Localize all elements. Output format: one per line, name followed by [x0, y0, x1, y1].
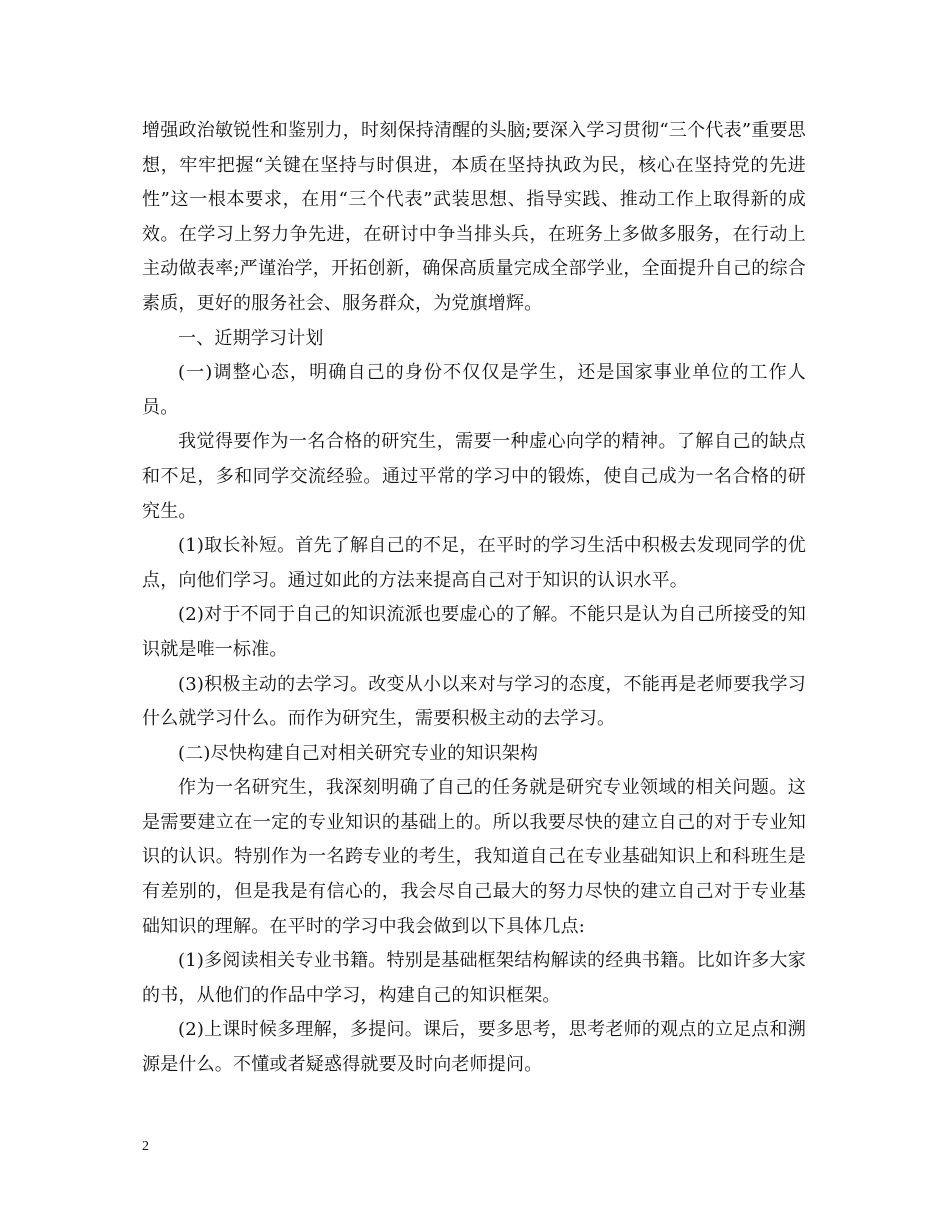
- list-item-ask-questions: (2)上课时候多理解，多提问。课后，要多思考，思考老师的观点的立足点和溯源是什么。不懂或者疑惑得就要及时向老师提问。: [142, 1019, 806, 1076]
- page-number: 2: [142, 1139, 149, 1154]
- subheading-knowledge-framework: (二)尽快构建自己对相关研究专业的知识架构: [178, 742, 539, 764]
- list-item-active-learning: (3)积极主动的去学习。改变从小以来对与学习的态度，不能再是老师要我学习什么就学习什么。而作为研究生，需要积极主动的去学习。: [142, 673, 806, 730]
- paragraph-qualified-graduate: 我觉得要作为一名合格的研究生，需要一种虚心向学的精神。了解自己的缺点和不足，多和同学交流经验。通过平常的学习中的锻炼，使自己成为一名合格的研究生。: [142, 431, 806, 522]
- paragraph-continued: 增强政治敏锐性和鉴别力，时刻保持清醒的头脑;要深入学习贯彻“三个代表”重要思想，牢牢把握“关键在坚持与时俱进，本质在坚持执政为民，核心在坚持党的先进性”这一根本要求，在用“三个代表”武装思想、指导实践、推动工作上取得新的成效。在学习上努力争先进，在研讨中争当排头兵，在班务上多做多服务，在行动上主动做表率;严谨治学，开拓创新，确保高质量完成全部学业，全面提升自己的综合素质，更好的服务社会、服务群众，为党旗增辉。: [142, 120, 806, 314]
- list-item-other-schools: (2)对于不同于自己的知识流派也要虚心的了解。不能只是认为自己所接受的知识就是唯一标准。: [142, 604, 806, 660]
- list-item-read-books: (1)多阅读相关专业书籍。特别是基础框架结构解读的经典书籍。比如许多大家的书，从他们的作品中学习，构建自己的知识框架。: [142, 950, 806, 1006]
- section-heading-near-term-plan: 一、近期学习计划: [178, 327, 324, 349]
- subheading-adjust-mindset: (一)调整心态，明确自己的身份不仅仅是学生，还是国家事业单位的工作人员。: [142, 362, 806, 418]
- paragraph-graduate-task: 作为一名研究生，我深刻明确了自己的任务就是研究专业领域的相关问题。这是需要建立在一定的专业知识的基础上的。所以我要尽快的建立自己的对于专业知识的认识。特别作为一名跨专业的考生，我知道自己在专业基础知识上和科班生是有差别的，但是我是有信心的，我会尽自己最大的努力尽快的建立自己对于专业基础知识的理解。在平时的学习中我会做到以下具体几点:: [142, 777, 806, 937]
- document-body: [142, 114, 806, 1083]
- list-item-learn-strengths: (1)取长补短。首先了解自己的不足，在平时的学习生活中积极去发现同学的优点，向他们学习。通过如此的方法来提高自己对于知识的认识水平。: [142, 535, 806, 591]
